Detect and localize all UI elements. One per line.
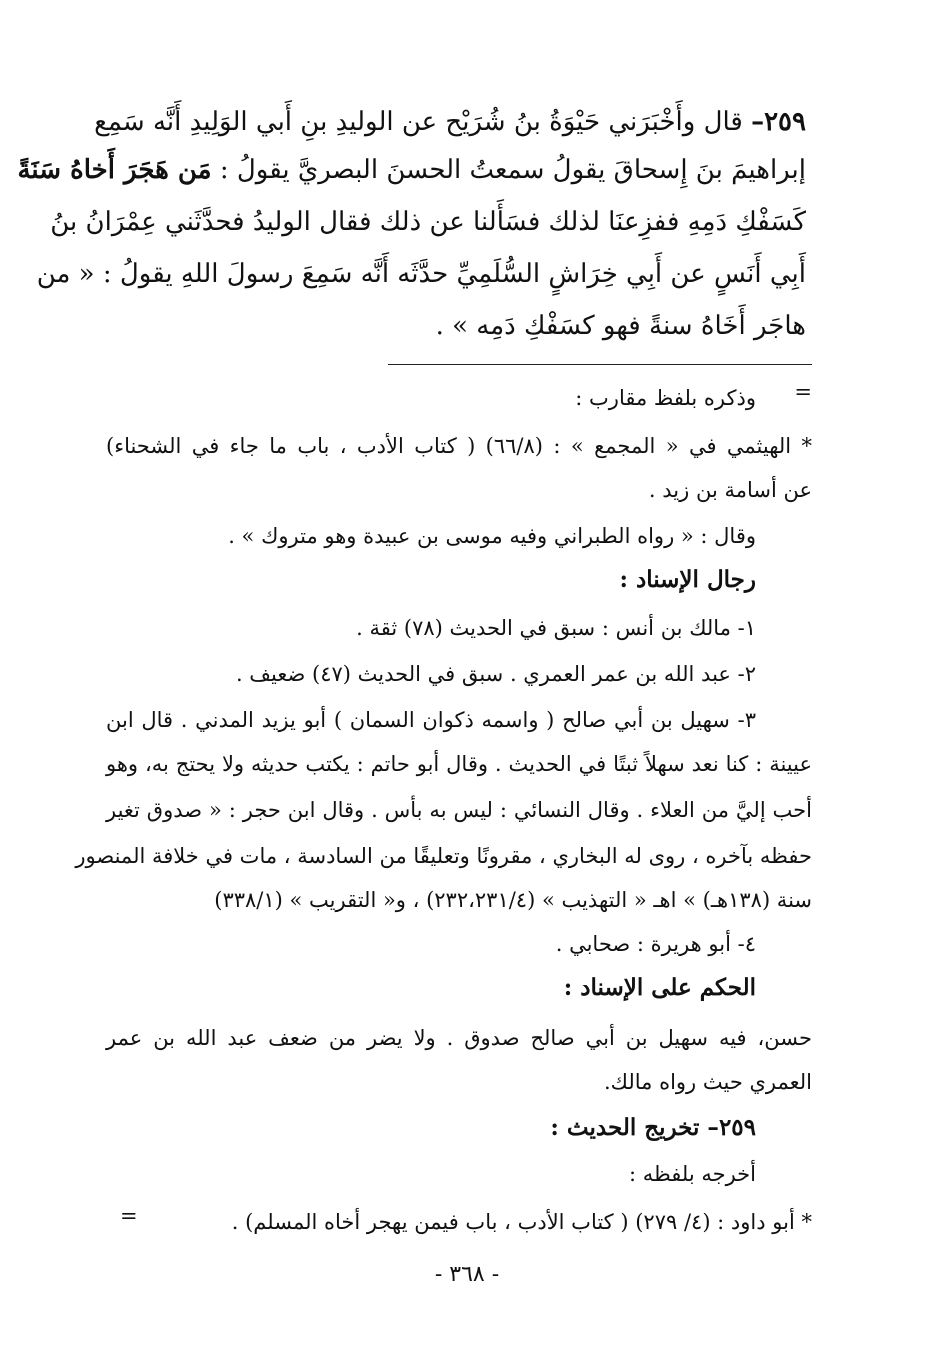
hadith-line-3 [50,200,806,244]
footnote-line: سنة (١٣٨هـ) » اهـ « التهذيب » (٢٣٢،٢٣١/٤) ، و« التقريب » (٣٣٨/١) [214,888,812,912]
footnote-line: ١- مالك بن أنس : سبق في الحديث (٧٨) ثقة . [356,616,756,640]
hadith-text: قال وأَخْبَرَني حَيْوَةُ بنُ شُرَيْح عن الوليدِ بنِ أَبي الوَلِيدِ أَنَّه سَمِع [94,107,743,137]
hadith-text-bold: هاجَر أَخَاهُ سنةً فهو كسَفْكِ دَمِه » . [435,311,806,341]
hadith-text: إبراهيمَ بنَ إِسحاقَ يقولُ سمعتُ الحسنَ البصريَّ يقولُ : [219,155,806,185]
footnote-line: * أبو داود : (٤/ ٢٧٩) ( كتاب الأدب ، باب فيمن يهجر أخاه المسلم) . [231,1210,812,1234]
footnote-line: العمري حيث رواه مالك. [603,1070,812,1094]
footnote-line: ٣- سهيل بن أبي صالح ( واسمه ذكوان السمان ) أبو يزيد المدني . قال ابن [106,708,756,732]
footnote-line: وذكره بلفظ مقارب : [575,386,756,410]
hadith-text-bold: مَن هَجَرَ أَخاهُ سَنَةً [17,155,212,185]
section-heading-takhrij: ٢٥٩– تخريج الحديث : [550,1114,756,1141]
hadith-text-bold: كَسَفْكِ دَمِهِ ففزِعنَا لذلك فسَأَلنا عن ذلك فقال الوليدُ فحدَّثَني عِمْرَانُ بنُ [50,207,806,237]
continuation-mark-bottom: = [120,1204,138,1228]
section-heading-narrators: رجال الإسناد : [619,566,756,593]
hadith-line-5 [108,304,806,348]
footnote-line: ٤- أبو هريرة : صحابي . [555,932,756,956]
footnote-line: ٢- عبد الله بن عمر العمري . سبق في الحديث (٤٧) ضعيف . [235,662,756,686]
hadith-line-1 [94,100,806,144]
page-number: - ٣٦٨ - [434,1262,500,1287]
section-heading-ruling: الحكم على الإسناد : [563,974,756,1001]
footnote-separator [388,364,812,365]
hadith-text-bold: أَبِي أَنَسٍ عن أَبِي خِرَاشٍ السُّلَمِيِّ حدَّثَه أَنَّه سَمِعَ رسولَ اللهِ يقولُ : « من [36,259,806,289]
footnote-line: حفظه بآخره ، روى له البخاري ، مقرونًا وتعليقًا من السادسة ، مات في خلافة المنصور [75,844,812,868]
continuation-mark-top: = [794,380,812,404]
footnote-line: أخرجه بلفظه : [629,1162,756,1186]
footnote-line: * الهيثمي في « المجمع » : (٦٦/٨) ( كتاب الأدب ، باب ما جاء في الشحناء) [106,434,812,458]
hadith-line-4 [36,252,806,296]
hadith-number: ٢٥٩– [751,107,806,137]
footnote-line: حسن، فيه سهيل بن أبي صالح صدوق . ولا يضر من ضعف عبد الله بن عمر [106,1026,812,1050]
footnote-line: عيينة : كنا نعد سهلاً ثبتًا في الحديث . وقال أبو حاتم : يكتب حديثه ولا يحتج به، وهو [106,752,812,776]
footnote-line: وقال : « رواه الطبراني وفيه موسى بن عبيدة وهو متروك » . [228,524,756,548]
footnote-line: أحب إليَّ من العلاء . وقال النسائي : ليس به بأس . وقال ابن حجر : « صدوق تغير [106,798,812,822]
hadith-line-2 [17,148,806,192]
footnote-line: عن أسامة بن زيد . [648,478,812,502]
